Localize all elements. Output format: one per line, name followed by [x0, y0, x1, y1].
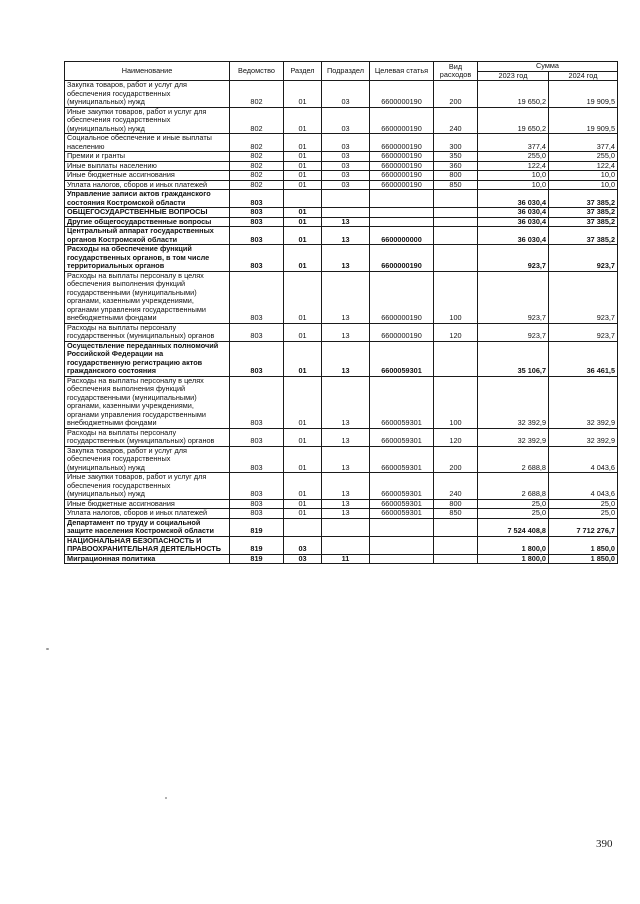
cell-expense-type — [434, 217, 478, 227]
cell-department: 803 — [230, 190, 284, 208]
cell-department: 802 — [230, 81, 284, 108]
cell-name: Социальное обеспечение и иные выплаты населению — [65, 134, 230, 152]
cell-target — [370, 208, 434, 218]
cell-sum-2023: 7 524 408,8 — [478, 518, 549, 536]
scan-speck — [46, 648, 49, 650]
cell-target — [370, 518, 434, 536]
cell-subsection: 13 — [322, 245, 370, 272]
page-number: 390 — [596, 838, 613, 850]
cell-target — [370, 217, 434, 227]
cell-department: 819 — [230, 518, 284, 536]
cell-section: 01 — [284, 217, 322, 227]
cell-target: 6600059301 — [370, 341, 434, 376]
cell-subsection: 13 — [322, 341, 370, 376]
cell-sum-2023: 923,7 — [478, 245, 549, 272]
table-row — [65, 107, 618, 134]
cell-expense-type — [434, 227, 478, 245]
cell-expense-type: 240 — [434, 107, 478, 134]
cell-name: Управление записи актов гражданского состояния Костромской области — [65, 190, 230, 208]
cell-target — [370, 536, 434, 554]
table-row — [65, 473, 618, 500]
cell-target: 6600059301 — [370, 446, 434, 473]
cell-sum-2024: 36 461,5 — [549, 341, 618, 376]
table-row — [65, 180, 618, 190]
cell-department: 802 — [230, 107, 284, 134]
cell-sum-2024: 37 385,2 — [549, 208, 618, 218]
table-row — [65, 217, 618, 227]
cell-sum-2024: 1 850,0 — [549, 554, 618, 564]
cell-sum-2023: 2 688,8 — [478, 446, 549, 473]
table-header — [65, 62, 618, 81]
cell-department: 803 — [230, 245, 284, 272]
cell-section: 01 — [284, 323, 322, 341]
cell-expense-type: 100 — [434, 271, 478, 323]
cell-name: НАЦИОНАЛЬНАЯ БЕЗОПАСНОСТЬ И ПРАВООХРАНИТЕЛЬНАЯ ДЕЯТЕЛЬНОСТЬ — [65, 536, 230, 554]
cell-name: Уплата налогов, сборов и иных платежей — [65, 509, 230, 519]
table-row — [65, 536, 618, 554]
cell-sum-2023: 35 106,7 — [478, 341, 549, 376]
cell-sum-2023: 32 392,9 — [478, 428, 549, 446]
cell-name: Расходы на обеспечение функций государственных органов, в том числе территориальных органов — [65, 245, 230, 272]
header-target: Целевая статья — [370, 62, 434, 81]
cell-department: 802 — [230, 134, 284, 152]
cell-sum-2023: 19 650,2 — [478, 107, 549, 134]
cell-sum-2023: 923,7 — [478, 323, 549, 341]
cell-subsection — [322, 518, 370, 536]
cell-subsection — [322, 208, 370, 218]
cell-department: 802 — [230, 180, 284, 190]
cell-expense-type — [434, 536, 478, 554]
cell-sum-2024: 32 392,9 — [549, 428, 618, 446]
cell-department: 803 — [230, 376, 284, 428]
cell-sum-2024: 923,7 — [549, 245, 618, 272]
cell-subsection: 13 — [322, 509, 370, 519]
cell-sum-2024: 7 712 276,7 — [549, 518, 618, 536]
cell-sum-2023: 25,0 — [478, 499, 549, 509]
table-row — [65, 208, 618, 218]
cell-section: 03 — [284, 536, 322, 554]
cell-target: 6600059301 — [370, 509, 434, 519]
cell-section: 01 — [284, 376, 322, 428]
header-subsection: Подраздел — [322, 62, 370, 81]
cell-name: Уплата налогов, сборов и иных платежей — [65, 180, 230, 190]
table-row — [65, 518, 618, 536]
cell-subsection: 03 — [322, 152, 370, 162]
cell-subsection: 13 — [322, 323, 370, 341]
cell-sum-2024: 25,0 — [549, 509, 618, 519]
cell-expense-type — [434, 554, 478, 564]
table-row — [65, 271, 618, 323]
cell-expense-type — [434, 341, 478, 376]
cell-sum-2023: 36 030,4 — [478, 217, 549, 227]
cell-target: 6600000190 — [370, 180, 434, 190]
cell-section: 01 — [284, 134, 322, 152]
cell-expense-type — [434, 245, 478, 272]
cell-sum-2023: 2 688,8 — [478, 473, 549, 500]
cell-target: 6600000190 — [370, 161, 434, 171]
cell-section: 01 — [284, 161, 322, 171]
cell-department: 803 — [230, 208, 284, 218]
cell-sum-2024: 923,7 — [549, 271, 618, 323]
table-row — [65, 428, 618, 446]
table-row — [65, 171, 618, 181]
cell-section: 01 — [284, 152, 322, 162]
table-row — [65, 323, 618, 341]
cell-section: 01 — [284, 227, 322, 245]
table-row — [65, 554, 618, 564]
cell-sum-2024: 1 850,0 — [549, 536, 618, 554]
cell-subsection: 03 — [322, 171, 370, 181]
header-expense-type: Вид расходов — [434, 62, 478, 81]
table-row — [65, 227, 618, 245]
cell-department: 802 — [230, 171, 284, 181]
cell-expense-type: 800 — [434, 499, 478, 509]
cell-expense-type — [434, 208, 478, 218]
cell-sum-2024: 923,7 — [549, 323, 618, 341]
cell-expense-type: 850 — [434, 509, 478, 519]
cell-subsection: 03 — [322, 107, 370, 134]
table-row — [65, 161, 618, 171]
cell-sum-2024: 37 385,2 — [549, 217, 618, 227]
cell-sum-2024: 10,0 — [549, 180, 618, 190]
cell-sum-2023: 36 030,4 — [478, 227, 549, 245]
header-section: Раздел — [284, 62, 322, 81]
cell-department: 802 — [230, 152, 284, 162]
table-row — [65, 245, 618, 272]
cell-section: 01 — [284, 271, 322, 323]
cell-target: 6600000190 — [370, 245, 434, 272]
cell-expense-type: 240 — [434, 473, 478, 500]
cell-section: 01 — [284, 81, 322, 108]
cell-subsection: 13 — [322, 376, 370, 428]
cell-expense-type: 200 — [434, 81, 478, 108]
cell-subsection: 13 — [322, 499, 370, 509]
cell-sum-2024: 122,4 — [549, 161, 618, 171]
cell-name: Расходы на выплаты персоналу государственных (муниципальных) органов — [65, 323, 230, 341]
cell-sum-2023: 10,0 — [478, 180, 549, 190]
table-row — [65, 499, 618, 509]
cell-target: 6600000190 — [370, 323, 434, 341]
cell-target: 6600000190 — [370, 81, 434, 108]
cell-sum-2023: 377,4 — [478, 134, 549, 152]
cell-department: 819 — [230, 536, 284, 554]
cell-section — [284, 190, 322, 208]
cell-sum-2023: 1 800,0 — [478, 536, 549, 554]
cell-name: Иные закупки товаров, работ и услуг для обеспечения государственных (муниципальных) нужд — [65, 107, 230, 134]
cell-expense-type: 850 — [434, 180, 478, 190]
cell-sum-2024: 32 392,9 — [549, 376, 618, 428]
cell-sum-2023: 36 030,4 — [478, 190, 549, 208]
cell-sum-2024: 4 043,6 — [549, 473, 618, 500]
cell-section: 01 — [284, 428, 322, 446]
cell-section: 01 — [284, 107, 322, 134]
cell-section: 01 — [284, 171, 322, 181]
cell-name: Иные закупки товаров, работ и услуг для обеспечения государственных (муниципальных) нужд — [65, 473, 230, 500]
table-row — [65, 134, 618, 152]
cell-department: 802 — [230, 161, 284, 171]
cell-section: 01 — [284, 208, 322, 218]
cell-sum-2024: 377,4 — [549, 134, 618, 152]
header-year-2024: 2024 год — [549, 71, 618, 81]
cell-name: Центральный аппарат государственных органов Костромской области — [65, 227, 230, 245]
cell-sum-2024: 4 043,6 — [549, 446, 618, 473]
cell-subsection: 13 — [322, 446, 370, 473]
cell-department: 803 — [230, 341, 284, 376]
cell-expense-type: 800 — [434, 171, 478, 181]
cell-sum-2024: 10,0 — [549, 171, 618, 181]
cell-name: Миграционная политика — [65, 554, 230, 564]
cell-subsection: 03 — [322, 134, 370, 152]
cell-department: 803 — [230, 473, 284, 500]
scan-speck — [165, 797, 167, 799]
cell-section: 03 — [284, 554, 322, 564]
cell-sum-2024: 19 909,5 — [549, 107, 618, 134]
cell-target: 6600059301 — [370, 376, 434, 428]
cell-subsection: 13 — [322, 428, 370, 446]
cell-sum-2023: 19 650,2 — [478, 81, 549, 108]
cell-sum-2023: 255,0 — [478, 152, 549, 162]
header-department: Ведомство — [230, 62, 284, 81]
cell-name: Иные бюджетные ассигнования — [65, 171, 230, 181]
cell-section: 01 — [284, 245, 322, 272]
cell-expense-type: 200 — [434, 446, 478, 473]
cell-subsection: 03 — [322, 161, 370, 171]
cell-target: 6600000000 — [370, 227, 434, 245]
cell-department: 803 — [230, 271, 284, 323]
cell-expense-type: 300 — [434, 134, 478, 152]
header-name: Наименование — [65, 62, 230, 81]
cell-section: 01 — [284, 180, 322, 190]
table-row — [65, 376, 618, 428]
cell-subsection: 13 — [322, 217, 370, 227]
table-row — [65, 81, 618, 108]
cell-sum-2024: 37 385,2 — [549, 190, 618, 208]
cell-sum-2024: 37 385,2 — [549, 227, 618, 245]
cell-subsection — [322, 190, 370, 208]
header-year-2023: 2023 год — [478, 71, 549, 81]
table-row — [65, 152, 618, 162]
cell-target: 6600000190 — [370, 171, 434, 181]
cell-expense-type: 100 — [434, 376, 478, 428]
cell-name: Осуществление переданных полномочий Российской Федерации на государственную регистрацию актов гражданского состояния — [65, 341, 230, 376]
cell-name: Департамент по труду и социальной защите населения Костромской области — [65, 518, 230, 536]
cell-sum-2023: 923,7 — [478, 271, 549, 323]
cell-sum-2023: 32 392,9 — [478, 376, 549, 428]
cell-department: 803 — [230, 509, 284, 519]
header-sum: Сумма — [478, 62, 618, 72]
cell-sum-2023: 122,4 — [478, 161, 549, 171]
cell-section: 01 — [284, 473, 322, 500]
cell-name: Закупка товаров, работ и услуг для обеспечения государственных (муниципальных) нужд — [65, 81, 230, 108]
cell-target: 6600000190 — [370, 134, 434, 152]
budget-table — [64, 61, 618, 564]
table-row — [65, 446, 618, 473]
cell-sum-2024: 25,0 — [549, 499, 618, 509]
cell-subsection: 11 — [322, 554, 370, 564]
cell-target: 6600059301 — [370, 473, 434, 500]
cell-subsection: 13 — [322, 227, 370, 245]
cell-department: 803 — [230, 323, 284, 341]
table-row — [65, 190, 618, 208]
cell-department: 803 — [230, 428, 284, 446]
cell-name: Иные бюджетные ассигнования — [65, 499, 230, 509]
cell-subsection — [322, 536, 370, 554]
cell-department: 803 — [230, 227, 284, 245]
cell-target: 6600000190 — [370, 152, 434, 162]
cell-sum-2023: 1 800,0 — [478, 554, 549, 564]
cell-target: 6600059301 — [370, 428, 434, 446]
cell-name: Закупка товаров, работ и услуг для обеспечения государственных (муниципальных) нужд — [65, 446, 230, 473]
cell-department: 803 — [230, 499, 284, 509]
cell-sum-2023: 10,0 — [478, 171, 549, 181]
cell-target: 6600000190 — [370, 271, 434, 323]
cell-name: Расходы на выплаты персоналу государственных (муниципальных) органов — [65, 428, 230, 446]
cell-subsection: 13 — [322, 271, 370, 323]
cell-section — [284, 518, 322, 536]
cell-sum-2024: 19 909,5 — [549, 81, 618, 108]
cell-target: 6600059301 — [370, 499, 434, 509]
cell-section: 01 — [284, 341, 322, 376]
cell-name: Премии и гранты — [65, 152, 230, 162]
cell-name: Другие общегосударственные вопросы — [65, 217, 230, 227]
cell-department: 803 — [230, 446, 284, 473]
cell-section: 01 — [284, 499, 322, 509]
cell-subsection: 13 — [322, 473, 370, 500]
cell-section: 01 — [284, 509, 322, 519]
cell-name: Расходы на выплаты персоналу в целях обеспечения выполнения функций государственными (муниципальными) органами, казенными учреждениями, органами управления государственными внебюджетными фондами — [65, 271, 230, 323]
cell-name: ОБЩЕГОСУДАРСТВЕННЫЕ ВОПРОСЫ — [65, 208, 230, 218]
cell-subsection: 03 — [322, 81, 370, 108]
cell-sum-2024: 255,0 — [549, 152, 618, 162]
cell-expense-type — [434, 518, 478, 536]
cell-sum-2023: 25,0 — [478, 509, 549, 519]
cell-expense-type: 360 — [434, 161, 478, 171]
cell-department: 819 — [230, 554, 284, 564]
cell-expense-type — [434, 190, 478, 208]
cell-subsection: 03 — [322, 180, 370, 190]
cell-target — [370, 554, 434, 564]
cell-expense-type: 120 — [434, 323, 478, 341]
cell-expense-type: 120 — [434, 428, 478, 446]
cell-department: 803 — [230, 217, 284, 227]
table-body — [65, 81, 618, 564]
cell-sum-2023: 36 030,4 — [478, 208, 549, 218]
cell-target — [370, 190, 434, 208]
cell-expense-type: 350 — [434, 152, 478, 162]
cell-section: 01 — [284, 446, 322, 473]
table-row — [65, 509, 618, 519]
cell-name: Расходы на выплаты персоналу в целях обеспечения выполнения функций государственными (муниципальными) органами, казенными учреждениями, органами управления государственными внебюджетными фондами — [65, 376, 230, 428]
cell-target: 6600000190 — [370, 107, 434, 134]
table-row — [65, 341, 618, 376]
cell-name: Иные выплаты населению — [65, 161, 230, 171]
